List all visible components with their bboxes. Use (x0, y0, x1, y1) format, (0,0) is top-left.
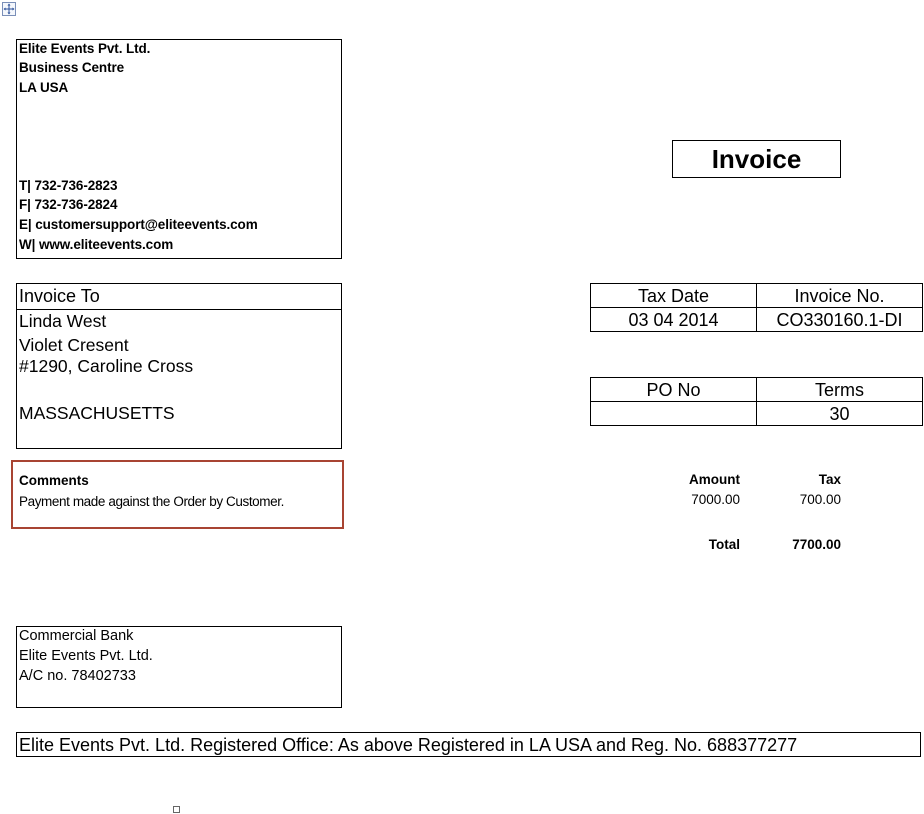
invoice-title: Invoice (672, 140, 841, 178)
tax-date-header: Tax Date (591, 284, 757, 308)
company-address-line: Business Centre (19, 60, 125, 75)
registered-office-footer: Elite Events Pvt. Ltd. Registered Office: As above Registered in LA USA and Reg. No. 688377277 (16, 732, 921, 757)
paragraph-marker-icon (173, 806, 180, 813)
company-info-box (16, 39, 342, 259)
comments-text: Payment made against the Order by Customer. (19, 494, 284, 509)
company-location: LA USA (19, 80, 69, 95)
company-name: Elite Events Pvt. Ltd. (19, 41, 151, 56)
bank-account-holder: Elite Events Pvt. Ltd. (19, 648, 153, 664)
customer-name: Linda West (19, 311, 107, 331)
bank-name: Commercial Bank (19, 628, 134, 644)
tax-header: Tax (818, 472, 841, 487)
company-phone: T| 732-736-2823 (19, 178, 118, 193)
po-terms-table (590, 377, 923, 426)
tax-date-value: 03 04 2014 (591, 308, 757, 332)
invoice-no-header: Invoice No. (757, 284, 923, 308)
company-email: E| customersupport@eliteevents.com (19, 217, 258, 232)
bank-details-box (16, 626, 342, 708)
customer-state: MASSACHUSETTS (19, 403, 175, 423)
invoice-no-value: CO330160.1-DI (757, 308, 923, 332)
invoice-to-header: Invoice To (17, 284, 341, 310)
po-no-header: PO No (591, 378, 757, 402)
table-move-handle-icon[interactable] (2, 2, 16, 16)
amount-header: Amount (689, 472, 740, 487)
total-value: 7700.00 (792, 537, 841, 552)
po-no-value (591, 402, 757, 426)
terms-header: Terms (757, 378, 923, 402)
customer-street-2: #1290, Caroline Cross (19, 356, 194, 376)
amount-value: 7000.00 (691, 492, 740, 507)
bank-account-number: A/C no. 78402733 (19, 668, 136, 684)
company-website: W| www.eliteevents.com (19, 237, 174, 252)
invoice-to-box (16, 283, 342, 449)
tax-value: 700.00 (799, 492, 841, 507)
total-label: Total (708, 537, 740, 552)
company-fax: F| 732-736-2824 (19, 197, 118, 212)
comments-box (11, 460, 344, 529)
customer-street: Violet Cresent (19, 335, 129, 355)
terms-value: 30 (757, 402, 923, 426)
tax-date-invoice-table (590, 283, 923, 332)
comments-title: Comments (19, 473, 89, 488)
